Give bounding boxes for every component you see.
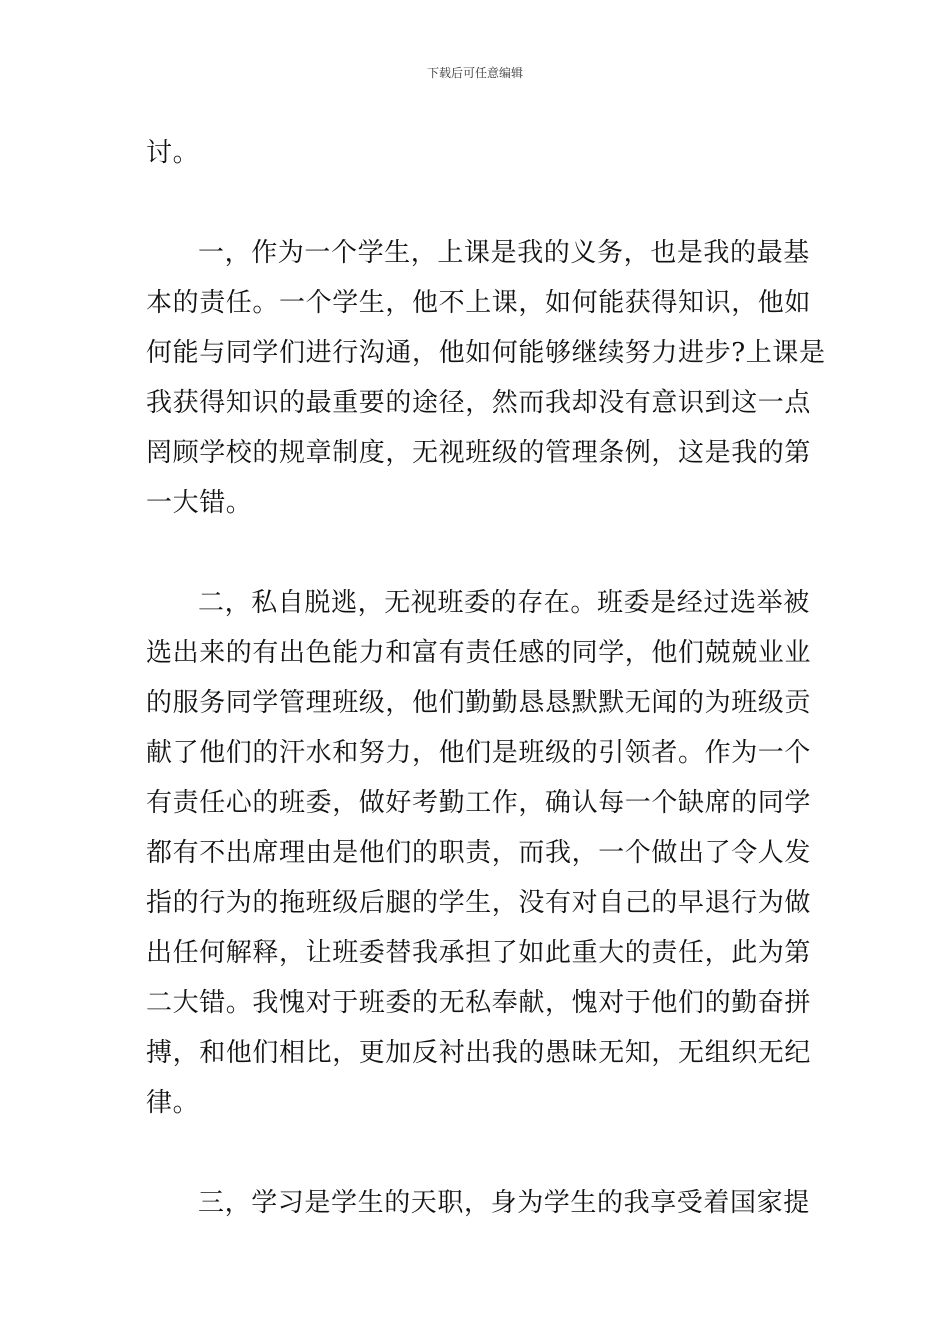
text-line: 一大错。 xyxy=(146,488,253,518)
text-line: 律。 xyxy=(146,1088,200,1118)
paragraph-point-one xyxy=(146,228,826,528)
text-line: 的服务同学管理班级，他们勤勤恳恳默默无闻的为班级贡 xyxy=(146,688,812,718)
paragraph-point-three xyxy=(146,1178,810,1228)
text-line: 指的行为的拖班级后腿的学生，没有对自己的早退行为做 xyxy=(146,888,812,918)
text-line: 献了他们的汗水和努力，他们是班级的引领者。作为一个 xyxy=(146,738,812,768)
document-body xyxy=(146,128,826,1228)
paragraph-gap xyxy=(146,528,806,578)
text-line: 选出来的有出色能力和富有责任感的同学，他们兢兢业业 xyxy=(146,638,812,668)
text-line: 三，学习是学生的天职，身为学生的我享受着国家提 xyxy=(198,1188,810,1218)
text-line: 何能与同学们进行沟通，他如何能够继续努力进步?上课是 xyxy=(146,338,826,368)
paragraph-point-two xyxy=(146,578,812,1128)
text-line: 出任何解释，让班委替我承担了如此重大的责任，此为第 xyxy=(146,938,812,968)
text-line: 一，作为一个学生，上课是我的义务，也是我的最基 xyxy=(198,238,810,268)
paragraph-gap xyxy=(146,178,806,228)
text-line: 搏，和他们相比，更加反衬出我的愚昧无知，无组织无纪 xyxy=(146,1038,812,1068)
page-header: 下载后可任意编辑 xyxy=(426,66,523,80)
text-line: 罔顾学校的规章制度，无视班级的管理条例，这是我的第 xyxy=(146,438,812,468)
text-line: 二大错。我愧对于班委的无私奉献，愧对于他们的勤奋拼 xyxy=(146,988,812,1018)
text-line: 本的责任。一个学生，他不上课，如何能获得知识，他如 xyxy=(146,288,812,318)
paragraph-continuation xyxy=(146,128,806,178)
text-line: 讨。 xyxy=(146,138,200,168)
text-line: 都有不出席理由是他们的职责，而我，一个做出了令人发 xyxy=(146,838,812,868)
text-line: 我获得知识的最重要的途径，然而我却没有意识到这一点 xyxy=(146,388,812,418)
text-line: 二，私自脱逃，无视班委的存在。班委是经过选举被 xyxy=(198,588,810,618)
paragraph-gap xyxy=(146,1128,806,1178)
text-line: 有责任心的班委，做好考勤工作，确认每一个缺席的同学 xyxy=(146,788,812,818)
